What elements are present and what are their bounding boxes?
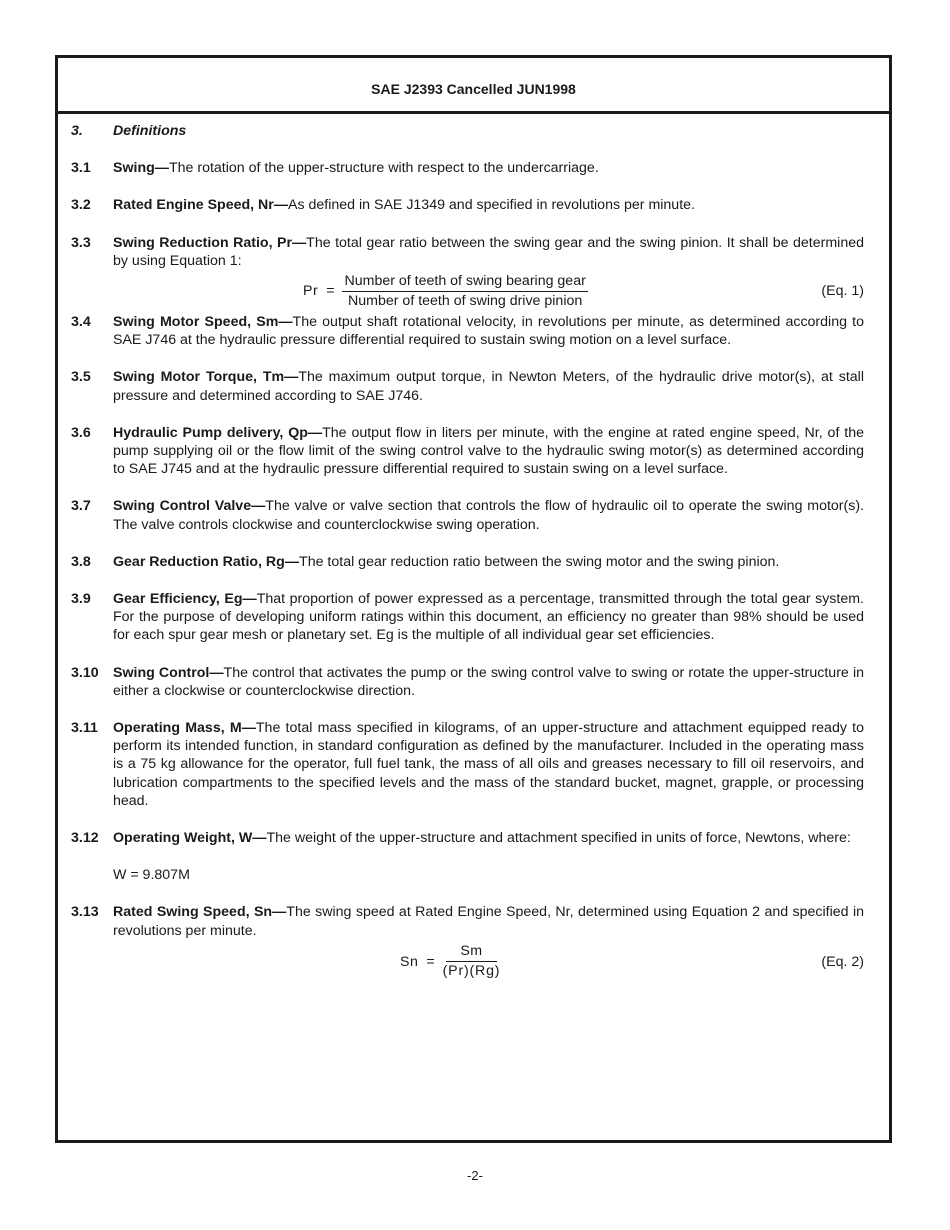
definition-number: 3.1 xyxy=(71,160,91,177)
definition-text: The valve or valve section that controls the flow of hydraulic oil to operate the swing motor(s). The valve controls clockwise and counterclockwise swing operation. xyxy=(113,498,864,533)
definition-number: 3.2 xyxy=(71,197,91,214)
definition-term: Operating Weight, W— xyxy=(113,830,267,847)
definition-text: The maximum output torque, in Newton Meters, of the hydraulic drive motor(s), at stall pressure and determined according to SAE J746. xyxy=(113,369,864,404)
equation-2 xyxy=(71,942,864,982)
definition-number: 3.9 xyxy=(71,591,91,608)
definition-item xyxy=(71,368,864,404)
definition-item xyxy=(71,590,864,645)
section-title: Definitions xyxy=(113,123,187,139)
definition-number: 3.5 xyxy=(71,369,91,386)
eq2-fraction xyxy=(443,943,501,980)
eq2-lhs: Sn xyxy=(400,953,419,970)
definition-text: That proportion of power expressed as a percentage, transmitted through the total gear system. For the purpose of developing uniform ratings within this document, an efficiency no greater than 98% should be used for each spur gear mesh or planetary set. Eg is the multiple of all individual gear set efficiencies. xyxy=(113,591,864,644)
definition-item xyxy=(71,664,864,700)
definition-term: Operating Mass, M— xyxy=(113,720,256,737)
equation-1 xyxy=(71,271,864,311)
definition-text: The control that activates the pump or the swing control valve to swing or rotate the upper-structure in either a clockwise or counterclockwise direction. xyxy=(113,664,864,699)
eq2-denominator: (Pr)(Rg) xyxy=(442,963,501,980)
eq2-numerator: Sm xyxy=(446,943,496,962)
definition-number: 3.10 xyxy=(71,664,99,681)
definition-item xyxy=(71,313,864,349)
weight-formula: W = 9.807M xyxy=(113,867,190,884)
definition-number: 3.3 xyxy=(71,234,91,251)
definition-number: 3.13 xyxy=(71,904,99,921)
definition-term: Swing Motor Torque, Tm— xyxy=(113,369,299,386)
definition-item xyxy=(71,829,864,847)
definition-item xyxy=(71,234,864,270)
definition-term: Swing Motor Speed, Sm— xyxy=(113,314,293,331)
definition-item xyxy=(71,719,864,810)
header-title: SAE J2393 Cancelled JUN1998 xyxy=(371,80,576,97)
definition-term: Swing Control Valve— xyxy=(113,498,266,515)
definitions-content xyxy=(71,122,864,982)
eq1-lhs: Pr xyxy=(303,282,319,299)
eq2-label: (Eq. 2) xyxy=(821,953,864,970)
definition-item xyxy=(71,903,864,939)
definition-item xyxy=(71,424,864,479)
eq1-label: (Eq. 1) xyxy=(821,283,864,300)
definition-number: 3.7 xyxy=(71,498,91,515)
definition-text: The total mass specified in kilograms, of an upper-structure and attachment equipped ready to perform its intended function, in standard configuration as defined by the manufacturer. Included in the operating mass is a 75 kg allowance for the operator, full fuel tank, the mass of all oils and greases necessary to fill oil reservoirs, and lubrication compartments to the specified levels and the mass of the standard bucket, magnet, grapple, or processing head. xyxy=(113,720,864,809)
page-number: -2- xyxy=(467,1168,483,1183)
definition-term: Swing Reduction Ratio, Pr— xyxy=(113,234,307,251)
definition-number: 3.11 xyxy=(71,720,98,737)
definition-item xyxy=(71,497,864,533)
definition-text: The output flow in liters per minute, with the engine at rated engine speed, Nr, of the pump supplying oil or the flow limit of the swing control valve to the hydraulic swing motor(s) as determined according to SAE J745 and at the hydraulic pressure differential required to sustain swing on a level surface. xyxy=(113,424,864,478)
definition-term: Gear Reduction Ratio, Rg— xyxy=(113,553,300,570)
eq1-equals: = xyxy=(326,282,335,299)
definition-text: As defined in SAE J1349 and specified in revolutions per minute. xyxy=(288,197,695,214)
definition-term: Gear Efficiency, Eg— xyxy=(113,591,257,608)
definition-number: 3.12 xyxy=(71,830,99,847)
definition-item xyxy=(71,159,864,177)
definition-text: The weight of the upper-structure and attachment specified in units of force, Newtons, where: xyxy=(266,830,851,847)
definition-term: Hydraulic Pump delivery, Qp— xyxy=(113,424,323,441)
definition-number: 3.8 xyxy=(71,553,91,570)
page-frame xyxy=(55,55,892,1143)
definition-term: Rated Swing Speed, Sn— xyxy=(113,904,287,921)
definition-number: 3.6 xyxy=(71,424,91,441)
definition-item xyxy=(71,196,864,214)
definition-text: The swing speed at Rated Engine Speed, Nr, determined using Equation 2 and specified in revolutions per minute. xyxy=(113,904,865,939)
eq1-denominator: Number of teeth of swing drive pinion xyxy=(348,292,583,309)
definition-number: 3.4 xyxy=(71,314,91,331)
eq1-fraction xyxy=(342,273,587,310)
definition-text: The total gear reduction ratio between the swing motor and the swing pinion. xyxy=(299,553,780,570)
definition-text: The rotation of the upper-structure with respect to the undercarriage. xyxy=(168,160,599,177)
definition-text: The output shaft rotational velocity, in revolutions per minute, as determined according to SAE J746 at the hydraulic pressure differential required to sustain swing motion on a level surface. xyxy=(113,314,864,349)
section-number: 3. xyxy=(71,123,83,139)
definition-term: Swing— xyxy=(113,160,169,177)
document-header xyxy=(58,58,889,114)
definition-item xyxy=(71,553,864,571)
eq2-equals: = xyxy=(426,953,435,970)
section-heading xyxy=(71,122,864,140)
definition-text: The total gear ratio between the swing gear and the swing pinion. It shall be determined by using Equation 1: xyxy=(113,234,864,269)
definition-term: Rated Engine Speed, Nr— xyxy=(113,197,289,214)
eq1-numerator: Number of teeth of swing bearing gear xyxy=(342,273,587,292)
definition-term: Swing Control— xyxy=(113,664,224,681)
